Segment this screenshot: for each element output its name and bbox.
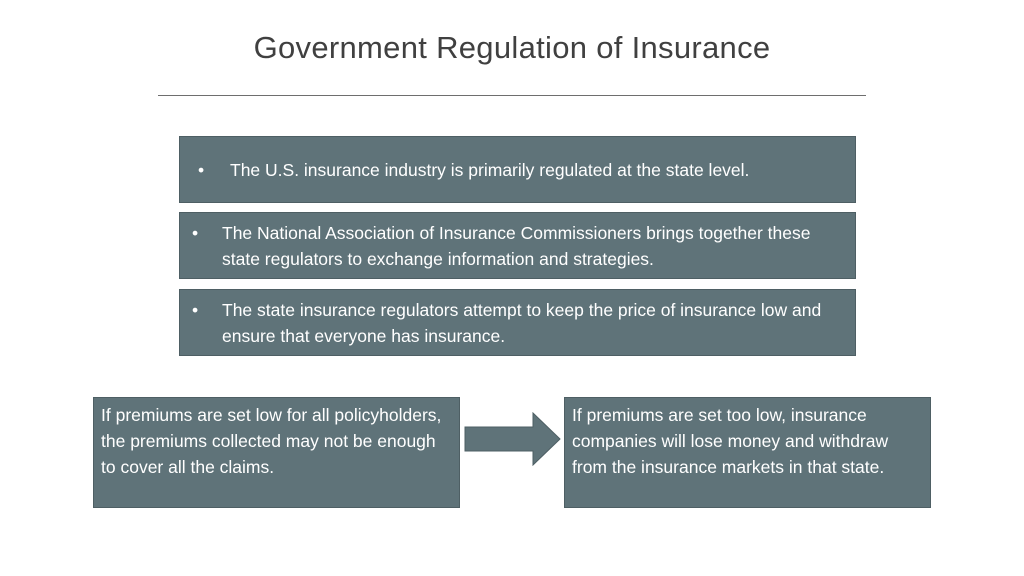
slide-title: Government Regulation of Insurance bbox=[253, 30, 771, 65]
bullet-icon: • bbox=[192, 300, 199, 320]
bullet-box-regulator-goals bbox=[179, 289, 856, 356]
bullet-box-state-regulation bbox=[179, 136, 856, 203]
bullet-icon: • bbox=[192, 223, 199, 243]
bullet-icon: • bbox=[198, 160, 205, 180]
bullet-text: The National Association of Insurance Commissioners brings together these state regulators to exchange information and strategies. bbox=[222, 223, 811, 269]
right-arrow-icon bbox=[464, 412, 561, 466]
bullet-text: The state insurance regulators attempt to keep the price of insurance low and ensure that everyone has insurance. bbox=[222, 300, 822, 346]
bullet-text: The U.S. insurance industry is primarily regulated at the state level. bbox=[230, 160, 750, 180]
effect-box: If premiums are set too low, insurance companies will lose money and withdraw from the insurance markets in that state. bbox=[564, 397, 931, 508]
title-divider bbox=[158, 95, 866, 96]
bullet-box-naic bbox=[179, 212, 856, 279]
cause-box: If premiums are set low for all policyholders, the premiums collected may not be enough to cover all the claims. bbox=[93, 397, 460, 508]
